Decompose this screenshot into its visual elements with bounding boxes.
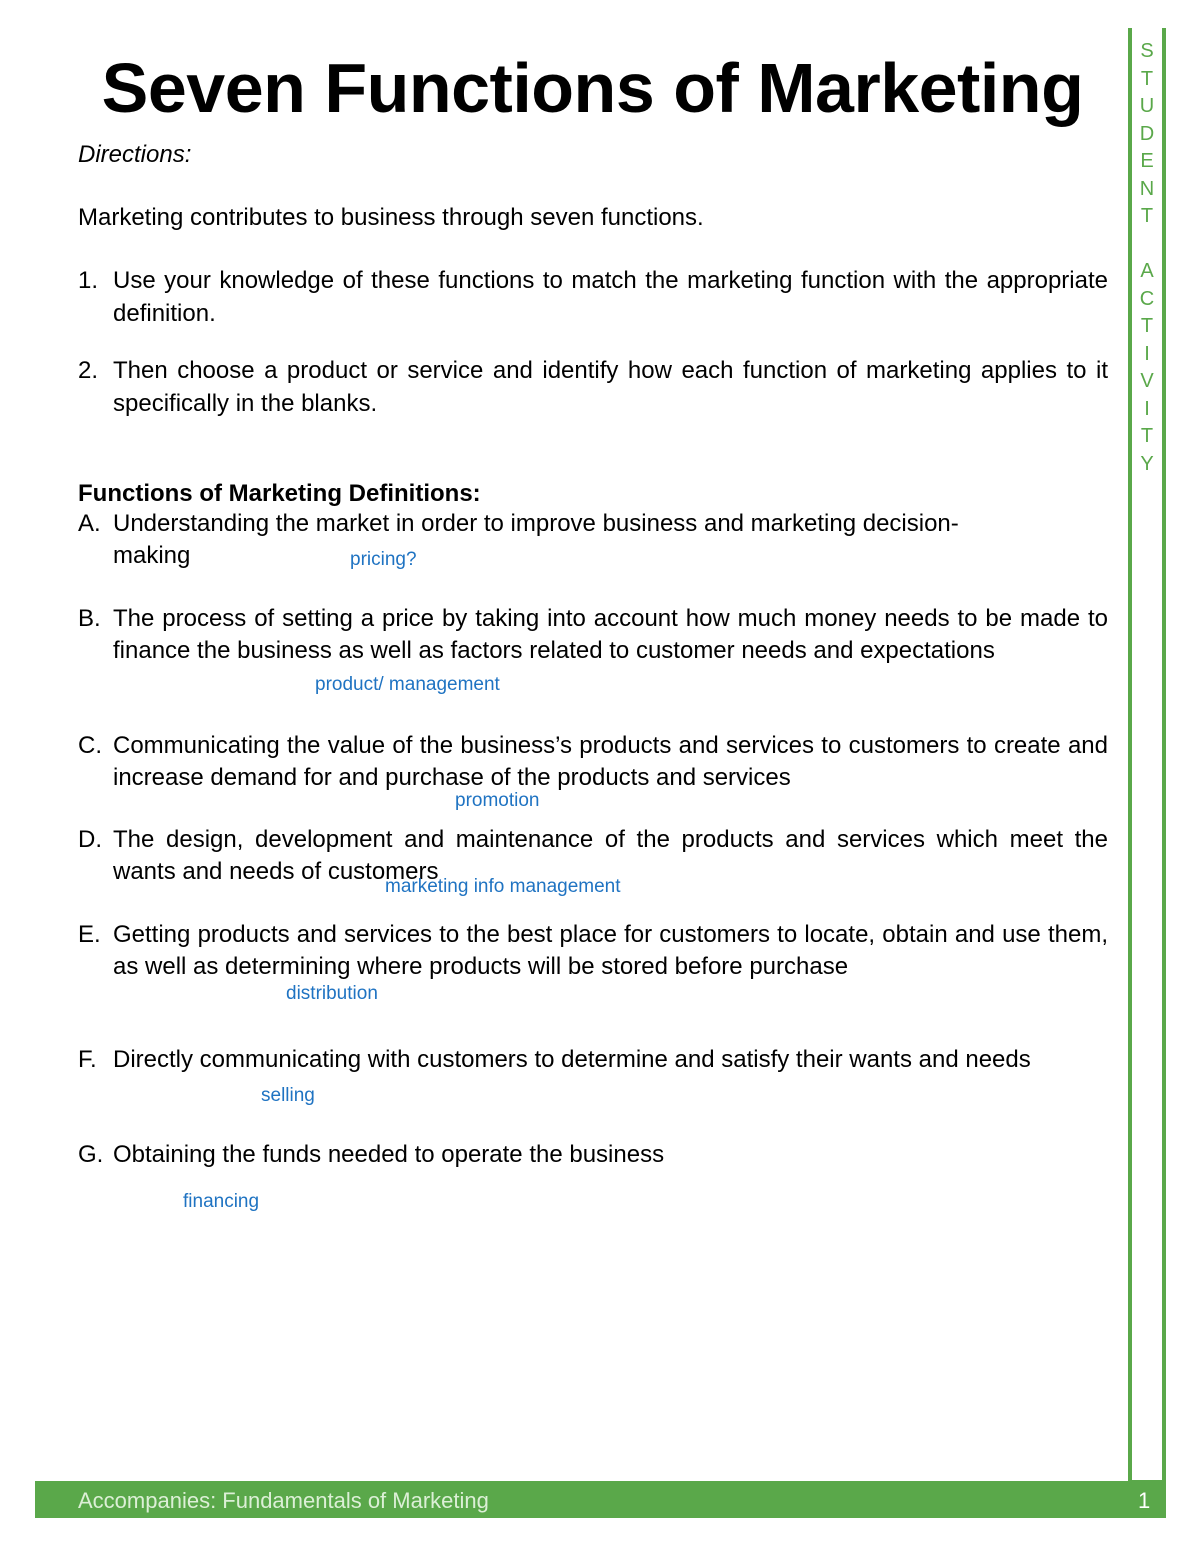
definition-letter: C. [78, 732, 102, 759]
definition-text: Getting products and services to the best place for customers to locate, obtain and use them, as well as determining where products will be stored before purchase [113, 921, 1108, 980]
step-number: 2. [78, 357, 99, 384]
definition-letter: G. [78, 1141, 104, 1168]
definition-g [78, 1139, 1108, 1171]
side-letter: A [1140, 260, 1154, 282]
definition-letter: D. [78, 826, 102, 853]
side-letter: C [1139, 287, 1155, 310]
side-letter: Y [1140, 452, 1154, 475]
side-letter: T [1140, 67, 1154, 90]
side-letter: S [1140, 40, 1154, 62]
page-title: Seven Functions of Marketing [101, 49, 1084, 127]
step-text: Use your knowledge of these functions to match the marketing function with the appropriate definition. [113, 267, 1108, 327]
definition-a [78, 508, 978, 571]
side-letter: T [1140, 425, 1154, 447]
page-number: 1 [1138, 1488, 1151, 1513]
definition-letter: A. [78, 510, 101, 537]
side-letter: T [1140, 205, 1154, 227]
instruction-step-2 [78, 354, 1108, 420]
definition-e [78, 919, 1108, 982]
definition-text: The design, development and maintenance of the products and services which meet the wants and needs of customers [113, 826, 1108, 885]
intro-text: Marketing contributes to business through seven functions. [78, 204, 704, 231]
footer-text: Accompanies: Fundamentals of Marketing [78, 1488, 489, 1513]
side-letter: T [1140, 315, 1154, 337]
definition-text: Understanding the market in order to improve business and marketing decision-making [113, 510, 959, 569]
definition-text: The process of setting a price by taking into account how much money needs to be made to finance the business as well as factors related to customer needs and expectations [113, 605, 1108, 664]
side-letter: V [1140, 370, 1154, 392]
definition-letter: B. [78, 605, 101, 632]
answer-e: distribution [286, 983, 378, 1004]
side-letter: I [1144, 397, 1150, 420]
definitions-heading: Functions of Marketing Definitions: [78, 480, 481, 507]
definition-c [78, 730, 1108, 793]
directions-label: Directions: [78, 141, 192, 168]
answer-g: financing [183, 1191, 260, 1212]
definition-f [78, 1044, 1108, 1076]
definition-letter: F. [78, 1046, 97, 1073]
answer-a: pricing? [350, 549, 417, 570]
definition-letter: E. [78, 921, 101, 948]
side-letter: E [1140, 150, 1154, 172]
definition-b [78, 603, 1108, 666]
answer-f: selling [261, 1085, 315, 1106]
step-text: Then choose a product or service and identify how each function of marketing applies to it specifically in the blanks. [113, 357, 1108, 417]
definition-text: Communicating the value of the business’s products and services to customers to create and increase demand for and purchase of the products and services [113, 732, 1108, 791]
answer-d: marketing info management [385, 876, 621, 897]
answer-b: product/ management [315, 674, 500, 695]
instruction-step-1 [78, 264, 1108, 330]
answer-c: promotion [455, 790, 540, 811]
student-activity-vertical-label [1132, 38, 1162, 478]
side-letter: I [1144, 342, 1150, 365]
side-letter: N [1139, 177, 1155, 200]
side-letter: D [1139, 122, 1155, 145]
definition-text: Obtaining the funds needed to operate the business [113, 1141, 665, 1168]
definition-text: Directly communicating with customers to determine and satisfy their wants and needs [113, 1046, 1031, 1073]
side-letter: U [1139, 95, 1155, 117]
step-number: 1. [78, 267, 99, 294]
